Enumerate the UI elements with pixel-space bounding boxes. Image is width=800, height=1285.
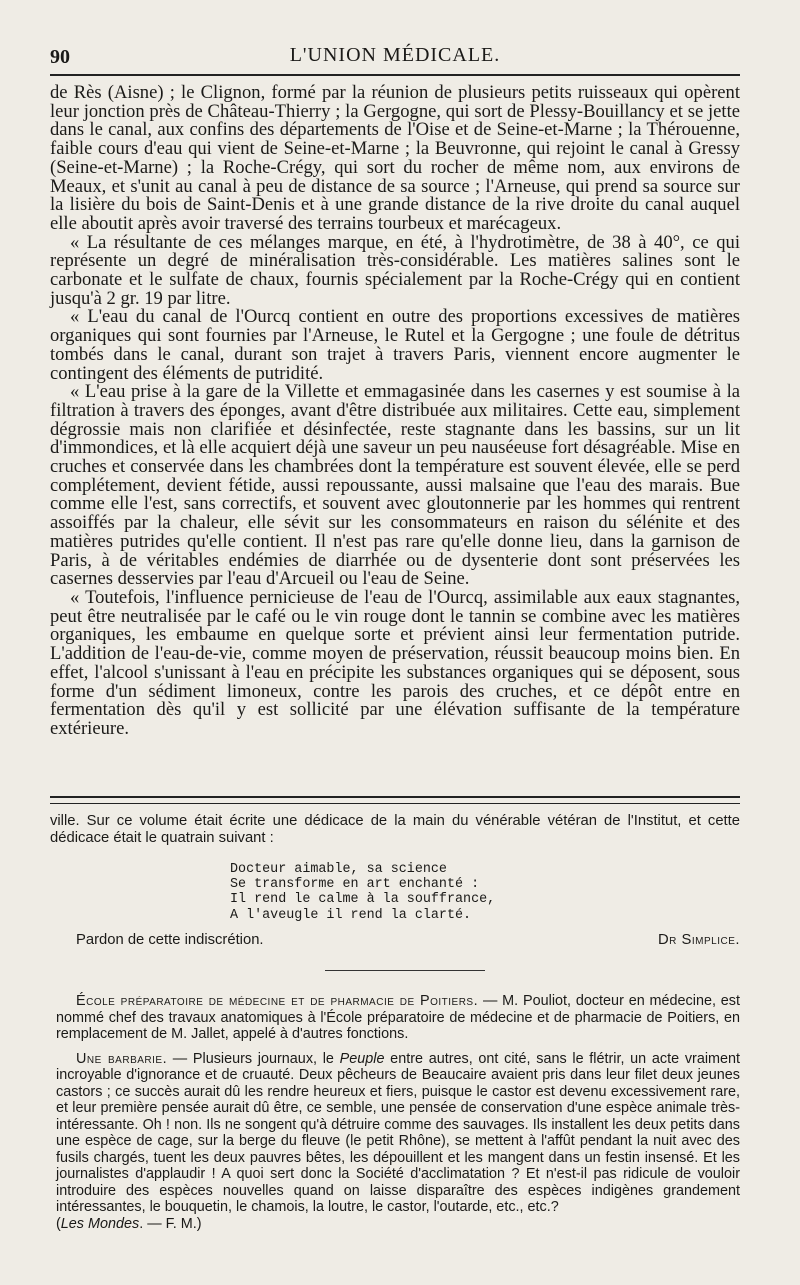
main-paragraph: de Rès (Aisne) ; le Clignon, formé par la réunion de plusieurs petits ruisseaux qui opèrent leur jonction près de Château-Thierry ; la Gergogne, qui sort de Plessy-Bouillancy et se jette dans le canal, aux confins des départements de l'Oise et de Seine-et-Marne ; la Thérouenne, faible cours d'eau qui vient de Seine-et-Marne ; la Beuvronne, qui rejoint le canal à Gressy (Seine-et-Marne) ; la Roche-Crégy, qui sort du rocher de même nom, aux environs de Meaux, et s'unit au canal à peu de distance de sa source ; l'Arneuse, qui prend sa source sur la lisière du bois de Saint-Denis et à une grande distance de la rive droite du canal auquel elle aboutit après avoir traversé des terrains tourbeux et marécageux. [50, 82, 740, 234]
main-paragraph: « Toutefois, l'influence pernicieuse de l'eau de l'Ourcq, assimilable aux eaux stagnantes, peut être neutralisée par le café ou le vin rouge dont le tannin se combine avec les matières organiques, les embaume en quelque sorte et prévient ainsi leur fermentation putride. L'addition de l'eau-de-vie, comme moyen de préservation, réussit beaucoup moins bien. En effet, l'alcool s'unissant à l'eau en précipite les substances organiques qui se déposent, sous forme d'un sédiment limoneux, contre les parois des cruches, et ce dépôt entre en fermentation dès qu'il y est sollicité par une élévation suffisante de la température extérieure. [50, 586, 740, 739]
feuilleton-paragraph: ville. Sur ce volume était écrite une dédicace de la main du vénérable vétéran de l'Institut, et cette dédicace était le quatrain suivant : [50, 813, 740, 846]
running-title: L'UNION MÉDICALE. [289, 44, 501, 66]
news-item-heading: Une barbarie. [76, 1050, 168, 1067]
quatrain-line: Se transforme en art enchanté : [230, 877, 480, 893]
main-paragraph: « L'eau prise à la gare de la Villette et emmagasinée dans les casernes y est soumise à la filtration à travers des éponges, avant d'être distribuée aux militaires. Cette eau, simplement dégrossie mais non clarifiée et désinfectée, reste stagnante dans les bassins, sur un lit d'immondices, et là elle acquiert déjà une saveur un peu nauséeuse fort désagréable. Mise en cruches et conservée dans les chambrées dont la température est souvent élevée, elle se perd complétement, devient fétide, aussi repoussante, aussi malsaine que l'eau des marais. Bue comme elle l'est, sans correctifs, et souvent avec gloutonnerie par les hommes qui rentrent assoiffés par la chaleur, elle sévit sur les consommateurs en raison du sélénite et des matières putrides qu'elle contient. Il n'est pas rare qu'elle donne lieu, dans la garnison de Paris, à de véritables endémies de diarrhée ou de dysenterie dont sont préservées les casernes desservies par l'eau d'Arcueil ou l'eau de Seine. [50, 381, 740, 590]
short-divider [325, 970, 485, 971]
news-item-text: — M. Pouliot, docteur en médecine, est nommé chef des travaux anatomiques à l'École préparatoire de médecine et de pharmacie de Poitiers, en remplacement de M. Jallet, appelé à d'autres fonctions. [56, 993, 740, 1042]
source-open: ( [56, 1215, 61, 1232]
quatrain-line: Docteur aimable, sa science [230, 862, 447, 877]
news-item-heading: École préparatoire de médecine et de pharmacie de Poitiers. [76, 993, 479, 1009]
source-journal: Les Mondes [60, 1215, 140, 1232]
news-item-text: entre autres, ont cité, sans le flétrir, un acte vraiment incroyable d'ignorance et de cruauté. Deux pêcheurs de Beaucaire avaient pris dans leur filet deux jeunes castors ; ce succès aurait dû les rendre heureux et fiers, puisque le castor est devenu excessivement rare, et leur première pensée aurait dû être, ce semble, une pensée de conservation d'une espèce animale très-intéressante. Oh ! non. Ils ne songent qu'à détruire comme des sauvages. Ils installent les deux petits dans une espèce de cage, sur la berge du fleuve (le petit Rhône), se mettent à l'affût pendant la nuit avec des fusils chargés, tuent les deux pauvres bêtes, les dépouillent et les mangent dans un festin insensé. Et les journalistes d'applaudir ! A quoi sert donc la Société d'acclimatation ? Et n'est-il pas ridicule de vouloir introduire des espèces nouvelles quand on laisse disparaître des espèces indigènes grandement intéressantes, le bouquetin, le chamois, la loutre, le castor, l'outarde, etc., etc.? [56, 1050, 741, 1215]
feuilleton-intro [50, 813, 740, 847]
news-section [56, 993, 740, 1232]
news-item [56, 993, 740, 1043]
header-rule [50, 74, 740, 76]
main-paragraph: « L'eau du canal de l'Ourcq contient en outre des proportions excessives de matières organiques qui sont fournies par l'Arneuse, le Rutel et la Gergogne ; une foule de détritus tombés dans le canal, durant son trajet à travers Paris, viennent encore augmenter le contingent des éléments de putridité. [50, 306, 740, 384]
author-signature: Dr Simplice. [657, 932, 740, 948]
page-number: 90 [50, 46, 70, 68]
page-header [50, 42, 740, 72]
quatrain-line: A l'aveugle il rend la clarté. [230, 907, 472, 923]
closing-text: Pardon de cette indiscrétion. [76, 932, 264, 948]
newspaper-title: Peuple [339, 1050, 385, 1067]
main-paragraph: « La résultante de ces mélanges marque, en été, à l'hydrotimètre, de 38 à 40°, ce qui représente un degré de minéralisation très-considérable. Les matières salines sont le carbonate et le sulfate de chaux, fournis spécialement par la Roche-Crégy qui en contient jusqu'à 2 gr. 19 par litre. [50, 231, 740, 309]
quatrain [230, 862, 530, 923]
news-item-text: — Plusieurs journaux, le [167, 1050, 340, 1067]
main-article-text [50, 84, 740, 739]
section-divider [50, 796, 740, 804]
quatrain-line: Il rend le calme à la souffrance, [230, 892, 496, 908]
source-rest: . — F. M.) [139, 1215, 202, 1232]
news-item [56, 1051, 740, 1233]
feuilleton-closing [76, 932, 740, 948]
